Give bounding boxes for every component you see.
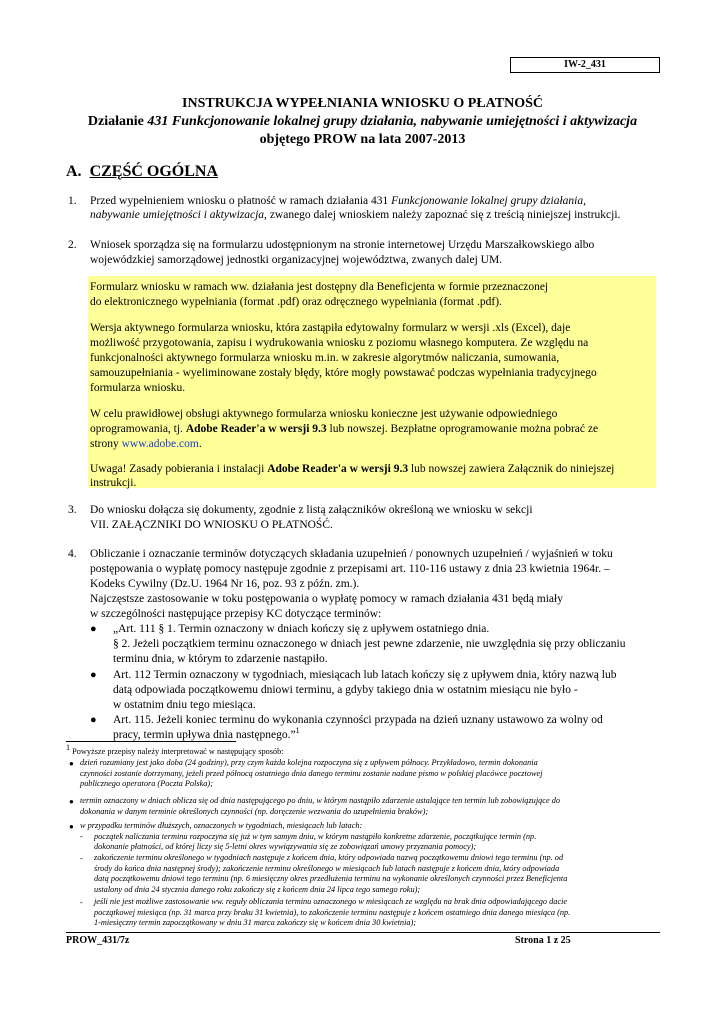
hl-p4-line-1 bbox=[90, 462, 656, 477]
hl-p2-line-2: możliwość przygotowania, zapisu i wydrukowania wniosku z poziomu własnego komputera. Ze względu na bbox=[90, 337, 589, 349]
item-1-action-italic-cont: nabywanie umiejętności i aktywizacja, bbox=[90, 209, 267, 221]
fn-b2-line-2 bbox=[80, 807, 660, 818]
hl-p1-line-2: do elektronicznego wypełniania (format .pdf) oraz odręcznego wypełniania (format .pdf). bbox=[90, 296, 502, 308]
kc-bullet-1-line-2: § 2. Jeżeli początkiem terminu oznaczonego w dniach jest pewne zdarzenie, nie uwzględnia się przy obliczaniu bbox=[113, 638, 626, 650]
hl-p2-line-3: funkcjonalności aktywnego formularza wniosku m.in. w zakresie algorytmów naliczania, sumowania, bbox=[90, 352, 560, 364]
section-name: CZĘŚĆ OGÓLNA bbox=[89, 163, 219, 180]
kc-bullet-3-line-1: Art. 115. Jeżeli koniec terminu do wykonania czynności przypada na dzień uznany ustawowo za wolny od bbox=[113, 714, 603, 726]
hl-p2-line-1: Wersja aktywnego formularza wniosku, która zastąpiła edytowalny formularz w wersji .xls (Excel), daje bbox=[90, 322, 571, 334]
kc-bullet-2-line-3: w ostatnim dniu tego miesiąca. bbox=[113, 699, 256, 711]
item-4-line-2: postępowania o wypłatę pomocy następuje zgodnie z przepisami art. 110-116 ustawy z dnia 23 kwietnia 1964r. – bbox=[90, 563, 610, 575]
item-4-line-1: Obliczanie i oznaczanie terminów dotyczących składania uzupełnień / ponownych uzupełnień / wyjaśnień w toku bbox=[90, 548, 613, 560]
item-3-line-1: Do wniosku dołącza się dokumenty, zgodnie z listą załączników określoną we wniosku w sekcji bbox=[90, 504, 533, 516]
title-line-1: INSTRUKCJA WYPEŁNIANIA WNIOSKU O PŁATNOŚĆ bbox=[182, 96, 543, 111]
fn-b2-text-1: termin oznaczony w dniach oblicza się od dnia następującego po dniu, w którym nastąpiło zdarzenie ustalające ten termin lub zobowiązujące do bbox=[80, 796, 561, 805]
footnote-bullet: ● bbox=[69, 822, 74, 831]
item-2-line-2: wojewódzkiej samorządowej jednostki organizacyjnej województwa, zwanych dalej UM. bbox=[90, 254, 503, 266]
title-line-3: objętego PROW na lata 2007-2013 bbox=[259, 132, 466, 147]
hl-p2-line-4: samouzupełniania - wyeliminowane zostały błędy, które mogły powstawać podczas wypełniania tradycyjnego bbox=[90, 367, 597, 379]
item-4-line-5: w szczególności następujące przepisy KC dotyczące terminów: bbox=[90, 608, 382, 620]
item-1-line-2 bbox=[90, 208, 656, 223]
fn-d3-text-2: początkowej miesiąca (np. 31 marca przy braku 31 kwietnia), to zakończenie terminu następuje z końcem ostatniego dnia danego miesiąca (np. bbox=[94, 907, 571, 917]
hl-p3-line-3 bbox=[90, 437, 656, 452]
hl-p3-text-cont: lub nowszej. Bezpłatne oprogramowanie można pobrać ze bbox=[329, 423, 599, 435]
footer-doc-code: PROW_431/7z bbox=[66, 935, 130, 946]
hl-p2-line-5: formularza wniosku. bbox=[90, 382, 186, 394]
item-4-line-4: Najczęstsze zastosowanie w toku postępowania o wypłatę pomocy w ramach działania 431 będą miały bbox=[90, 593, 563, 605]
hl-p4-text-cont: lub nowszej zawiera Załącznik do niniejszej bbox=[410, 463, 615, 475]
item-1-line-1 bbox=[90, 194, 656, 209]
fn-d2-text-2: środy do końca dnia następnej środy); zakończenie terminu określonego w miesiącach lub latach następuje z końcem dnia, który odpowiada bbox=[94, 863, 560, 873]
kc-bullet-1-line-1: „Art. 111 § 1. Termin oznaczony w dniach kończy się z upływem ostatniego dnia. bbox=[113, 623, 490, 635]
fn-b1-text-3: publicznego operatora (Poczta Polska); bbox=[80, 779, 213, 788]
footnote-bullet: ● bbox=[69, 759, 74, 768]
hl-p3-line-1: W celu prawidłowej obsługi aktywnego formularza wniosku konieczne jest używanie odpowiedniego bbox=[90, 408, 558, 420]
footnote-dash: - bbox=[80, 897, 83, 907]
hl-p3-software-name: Adobe Reader'a w wersji 9.3 bbox=[185, 423, 327, 435]
hl-p4-software-name: Adobe Reader'a w wersji 9.3 bbox=[267, 463, 409, 475]
item-2-line-1: Wniosek sporządza się na formularzu udostępnionym na stronie internetowej Urzędu Marszałkowskiego albo bbox=[90, 239, 595, 251]
title-action-name: 431 Funkcjonowanie lokalnej grupy działania, nabywanie umiejętności i aktywizacja bbox=[147, 114, 638, 129]
fn-d2-line-4 bbox=[94, 885, 660, 896]
fn-d3-line-2 bbox=[94, 908, 660, 919]
item-number-3: 3. bbox=[68, 504, 77, 516]
fn-d2-text-1: zakończenie terminu określonego w tygodniach następuje z końcem dnia, który odpowiada nazwą początkowemu dniowi tego terminu (np. od bbox=[94, 853, 564, 862]
hl-p3-text-end: strony bbox=[90, 438, 119, 450]
item-1-text-cont: zwanego dalej wnioskiem należy zapoznać się z treścią niniejszej instrukcji. bbox=[269, 209, 621, 221]
fn-d3-text-1: jeśli nie jest możliwe zastosowanie ww. reguły obliczania terminu oznaczonego w miesiącach ze względu na brak dnia odpowiadającego dacie bbox=[94, 897, 568, 906]
footer-separator bbox=[66, 932, 660, 933]
bullet-dot: ● bbox=[90, 669, 97, 681]
bullet-dot: ● bbox=[90, 623, 97, 635]
item-1-action-italic: Funkcjonowanie lokalnej grupy działania, bbox=[391, 195, 586, 207]
footnote-bullet: ● bbox=[69, 797, 74, 806]
hl-p3-period: . bbox=[198, 438, 202, 450]
fn-b2-line-1 bbox=[80, 796, 660, 807]
hl-p3-line-2 bbox=[90, 422, 656, 437]
footer-page-number: Strona 1 z 25 bbox=[515, 935, 571, 946]
kc-bullet-3-text: pracy, termin upływa dnia następnego.” bbox=[113, 729, 296, 741]
fn-d3-line-1 bbox=[94, 897, 660, 908]
fn-d2-line-3 bbox=[94, 874, 660, 885]
section-letter: A. bbox=[66, 163, 82, 180]
fn-d2-line-1 bbox=[94, 853, 660, 864]
hl-p1-line-1: Formularz wniosku w ramach ww. działania jest dostępny dla Beneficjenta w formie przeznaczonej bbox=[90, 281, 549, 293]
fn-b1-line-1 bbox=[80, 758, 660, 769]
bullet-dot: ● bbox=[90, 714, 97, 726]
footnote-dash: - bbox=[80, 853, 83, 863]
fn-d3-line-3 bbox=[94, 918, 660, 929]
fn-d3-text-3: 1-miesięczny termin zapoczątkowany w dniu 31 marca zakończy się w końcem dnia 30 kwietnia); bbox=[94, 918, 417, 927]
fn-b1-text-2: czynności zostanie dotrzymany, jeżeli przed północą ostatniego dnia danego terminu zostanie nadane pismo w polskiej placówce pocztowej bbox=[80, 768, 543, 778]
kc-bullet-1-line-3: terminu dnia, w którym to zdarzenie nastąpiło. bbox=[113, 653, 328, 665]
item-number-1: 1. bbox=[68, 195, 77, 207]
footnote-ref[interactable]: 1 bbox=[295, 726, 300, 736]
fn-d1-line-1 bbox=[94, 832, 660, 843]
kc-bullet-2-line-2: datą odpowiada początkowemu dniowi terminu, a gdyby takiego dnia w ostatnim miesiącu nie było - bbox=[113, 684, 578, 696]
title-action-prefix: Działanie bbox=[87, 114, 144, 129]
adobe-link[interactable]: www.adobe.com bbox=[121, 438, 199, 450]
document-id-box: IW-2_431 bbox=[510, 57, 660, 73]
fn-d1-text-1: początek naliczania terminu rozpoczyna się już w tym samym dniu, w którym nastąpiło konkretne zdarzenie, początkujące termin (np. bbox=[94, 831, 537, 841]
hl-p4-text: Uwaga! Zasady pobierania i instalacji bbox=[90, 463, 265, 475]
fn-d2-text-3: datą początkowemu dniowi tego terminu (np. 6 miesięczny okres przedłużenia terminu na wykonanie określonych czynności przez Beneficjenta bbox=[94, 874, 568, 883]
fn-b1-line-3 bbox=[80, 779, 660, 790]
footnote-separator bbox=[66, 741, 236, 742]
item-number-2: 2. bbox=[68, 239, 77, 251]
fn-d1-line-2 bbox=[94, 842, 660, 853]
item-3-line-2: VII. ZAŁĄCZNIKI DO WNIOSKU O PŁATNOŚĆ. bbox=[90, 519, 333, 531]
hl-p3-text: oprogramowania, tj. bbox=[90, 423, 183, 435]
footnote-intro-text: Powyższe przepisy należy interpretować w następujący sposób: bbox=[72, 747, 284, 756]
fn-b1-text-1: dzień rozumiany jest jako doba (24 godziny), przy czym każda kolejna rozpoczyna się z upływem północy. Przykładowo, termin dokonania bbox=[80, 758, 538, 767]
footnote-intro bbox=[66, 743, 660, 758]
title-line-2 bbox=[60, 113, 665, 131]
fn-d2-line-2 bbox=[94, 864, 660, 875]
fn-d1-text-2: dokonanie płatności, od której liczy się 5-letni okres wywiązywania się ze zobowiązań umowy przyznania pomocy); bbox=[94, 842, 477, 851]
hl-p4-line-2: instrukcji. bbox=[90, 477, 137, 489]
footnote-dash: - bbox=[80, 831, 83, 841]
item-number-4: 4. bbox=[68, 548, 77, 560]
fn-b2-text-2: dokonania w danym terminie określonych czynności (np. doręczenie wezwania do uzupełnienia braków); bbox=[80, 806, 429, 816]
item-4-line-3: Kodeks Cywilny (Dz.U. 1964 Nr 16, poz. 93 z późn. zm.). bbox=[90, 578, 360, 590]
item-1-text: Przed wypełnieniem wniosku o płatność w ramach działania 431 bbox=[90, 195, 389, 207]
footnote-marker: 1 bbox=[66, 743, 70, 753]
fn-b3-line-1 bbox=[80, 821, 660, 832]
kc-bullet-2-line-1: Art. 112 Termin oznaczony w tygodniach, miesiącach lub latach kończy się z upływem dnia, który nazwą lub bbox=[113, 669, 617, 681]
fn-b1-line-2 bbox=[80, 769, 660, 780]
fn-d2-text-4: ustalony od dnia 24 stycznia danego roku zakończy się z końcem dnia 24 lipca tego samego roku); bbox=[94, 884, 421, 894]
section-heading bbox=[66, 163, 218, 181]
fn-b3-text-1: w przypadku terminów dłuższych, oznaczonych w tygodniach, miesiącach lub latach: bbox=[80, 821, 363, 830]
